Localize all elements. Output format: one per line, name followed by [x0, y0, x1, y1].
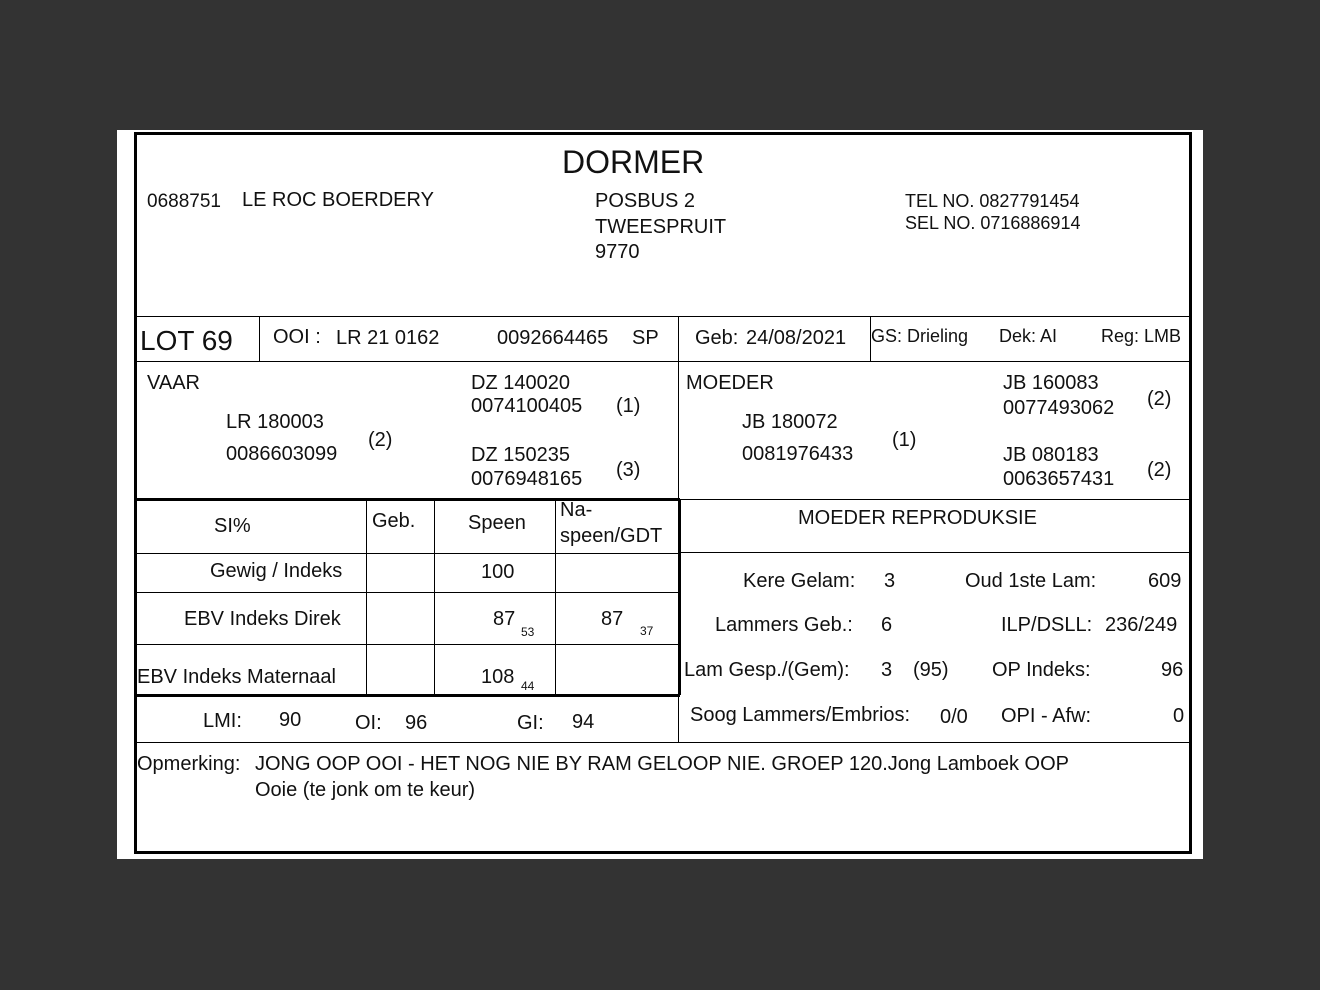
- address-line3: 9770: [595, 241, 640, 263]
- times-lambed-value: 3: [884, 570, 896, 592]
- op-index-label: OP Indeks:: [992, 659, 1091, 681]
- ooi-number: 0092664465: [497, 327, 609, 349]
- divider: [137, 592, 680, 593]
- ebv-direct-post-weaning-accuracy: 37: [640, 624, 654, 638]
- suckling-lambs-value: 0/0: [940, 706, 968, 728]
- row-label-weight-index: Gewig / Indeks: [210, 560, 343, 582]
- breeder-number: 0688751: [147, 191, 221, 212]
- ebv-maternal-weaning-accuracy: 44: [521, 679, 535, 693]
- remarks-line2: Ooie (te jonk om te keur): [255, 779, 476, 801]
- birth-date: 24/08/2021: [746, 327, 847, 349]
- sire-number: 0086603099: [226, 443, 338, 465]
- ebv-maternal-weaning: 108: [481, 666, 515, 688]
- opi-deviation-label: OPI - Afw:: [1001, 705, 1092, 727]
- suckling-lambs-label: Soog Lammers/Embrios:: [690, 704, 911, 726]
- ooi-code: SP: [632, 327, 659, 349]
- sire-sire-number: 0074100405: [471, 395, 583, 417]
- ilp-dsll-label: ILP/DSLL:: [1001, 614, 1093, 636]
- divider: [678, 695, 679, 742]
- weight-index-weaning: 100: [481, 561, 515, 583]
- dam-number: 0081976433: [742, 443, 854, 465]
- ebv-direct-weaning: 87: [493, 608, 516, 630]
- dam-dam-count: (2): [1147, 459, 1172, 481]
- dam-sire-number: 0077493062: [1003, 397, 1115, 419]
- dam-count: (1): [892, 429, 917, 451]
- dam-sire-count: (2): [1147, 388, 1172, 410]
- times-lambed-label: Kere Gelam:: [743, 570, 856, 592]
- divider: [555, 499, 556, 695]
- lambs-weaned-label: Lam Gesp./(Gem):: [684, 659, 850, 681]
- oi-value: 96: [405, 712, 428, 734]
- divider: [137, 742, 1192, 743]
- registration: Reg: LMB: [1101, 326, 1182, 346]
- sire-label: VAAR: [147, 372, 200, 394]
- dam-dam-number: 0063657431: [1003, 468, 1115, 490]
- ebv-direct-post-weaning: 87: [601, 608, 624, 630]
- birth-column-header: Geb.: [372, 510, 416, 532]
- divider: [366, 499, 367, 695]
- sire-sire-id: DZ 140020: [471, 372, 570, 394]
- divider: [680, 499, 1192, 500]
- lmi-value: 90: [279, 709, 302, 731]
- tel-number: TEL NO. 0827791454: [905, 191, 1080, 211]
- lambs-weaned-average: (95): [913, 659, 949, 681]
- lambs-weaned-value: 3: [881, 659, 893, 681]
- lot-card: [134, 132, 1192, 854]
- op-index-value: 96: [1161, 659, 1184, 681]
- ilp-dsll-value: 236/249: [1105, 614, 1178, 636]
- row-label-ebv-direct: EBV Indeks Direk: [184, 608, 341, 630]
- divider: [434, 499, 435, 695]
- post-weaning-header-line1: Na-: [560, 499, 593, 521]
- lmi-label: LMI:: [203, 710, 242, 732]
- lot-card-page: [117, 130, 1203, 859]
- sire-count: (2): [368, 429, 393, 451]
- dam-id: JB 180072: [742, 411, 838, 433]
- gi-label: GI:: [517, 712, 544, 734]
- dam-dam-id: JB 080183: [1003, 444, 1099, 466]
- post-weaning-header-line2: speen/GDT: [560, 525, 663, 547]
- si-header: SI%: [214, 515, 251, 537]
- lambs-born-label: Lammers Geb.:: [715, 614, 853, 636]
- gi-value: 94: [572, 711, 595, 733]
- sire-sire-count: (1): [616, 395, 641, 417]
- breed-title: DORMER: [562, 144, 705, 180]
- farm-name: LE ROC BOERDERY: [242, 189, 434, 211]
- divider: [680, 552, 1192, 553]
- divider: [137, 644, 680, 645]
- row-label-ebv-maternal: EBV Indeks Maternaal: [137, 666, 336, 688]
- opi-deviation-value: 0: [1173, 705, 1185, 727]
- sire-dam-count: (3): [616, 459, 641, 481]
- mating-type: Dek: AI: [999, 326, 1058, 346]
- divider: [137, 498, 680, 501]
- remarks-line1: JONG OOP OOI - HET NOG NIE BY RAM GELOOP NIE. GROEP 120.Jong Lamboek OOP: [255, 753, 1069, 775]
- divider: [259, 316, 260, 361]
- divider: [137, 316, 1192, 317]
- cell-number: SEL NO. 0716886914: [905, 213, 1081, 233]
- divider: [137, 694, 680, 697]
- ebv-direct-weaning-accuracy: 53: [521, 625, 535, 639]
- sire-dam-number: 0076948165: [471, 468, 583, 490]
- address-line2: TWEESPRUIT: [595, 216, 727, 238]
- oi-label: OI:: [355, 712, 382, 734]
- birth-status: GS: Drieling: [871, 326, 969, 346]
- reproduction-title: MOEDER REPRODUKSIE: [798, 507, 1037, 529]
- age-first-lamb-value: 609: [1148, 570, 1182, 592]
- ooi-label: OOI :: [273, 326, 321, 348]
- divider: [137, 361, 1192, 362]
- ooi-id: LR 21 0162: [336, 327, 440, 349]
- sire-id: LR 180003: [226, 411, 324, 433]
- divider: [678, 361, 679, 499]
- birth-label: Geb:: [695, 327, 739, 349]
- divider: [678, 316, 679, 361]
- dam-sire-id: JB 160083: [1003, 372, 1099, 394]
- divider: [678, 499, 681, 695]
- remarks-label: Opmerking:: [137, 753, 241, 775]
- divider: [137, 553, 680, 554]
- lot-number: LOT 69: [140, 325, 233, 356]
- weaning-column-header: Speen: [468, 512, 526, 534]
- lambs-born-value: 6: [881, 614, 893, 636]
- age-first-lamb-label: Oud 1ste Lam:: [965, 570, 1097, 592]
- sire-dam-id: DZ 150235: [471, 444, 570, 466]
- dam-label: MOEDER: [686, 372, 774, 394]
- address-line1: POSBUS 2: [595, 190, 696, 212]
